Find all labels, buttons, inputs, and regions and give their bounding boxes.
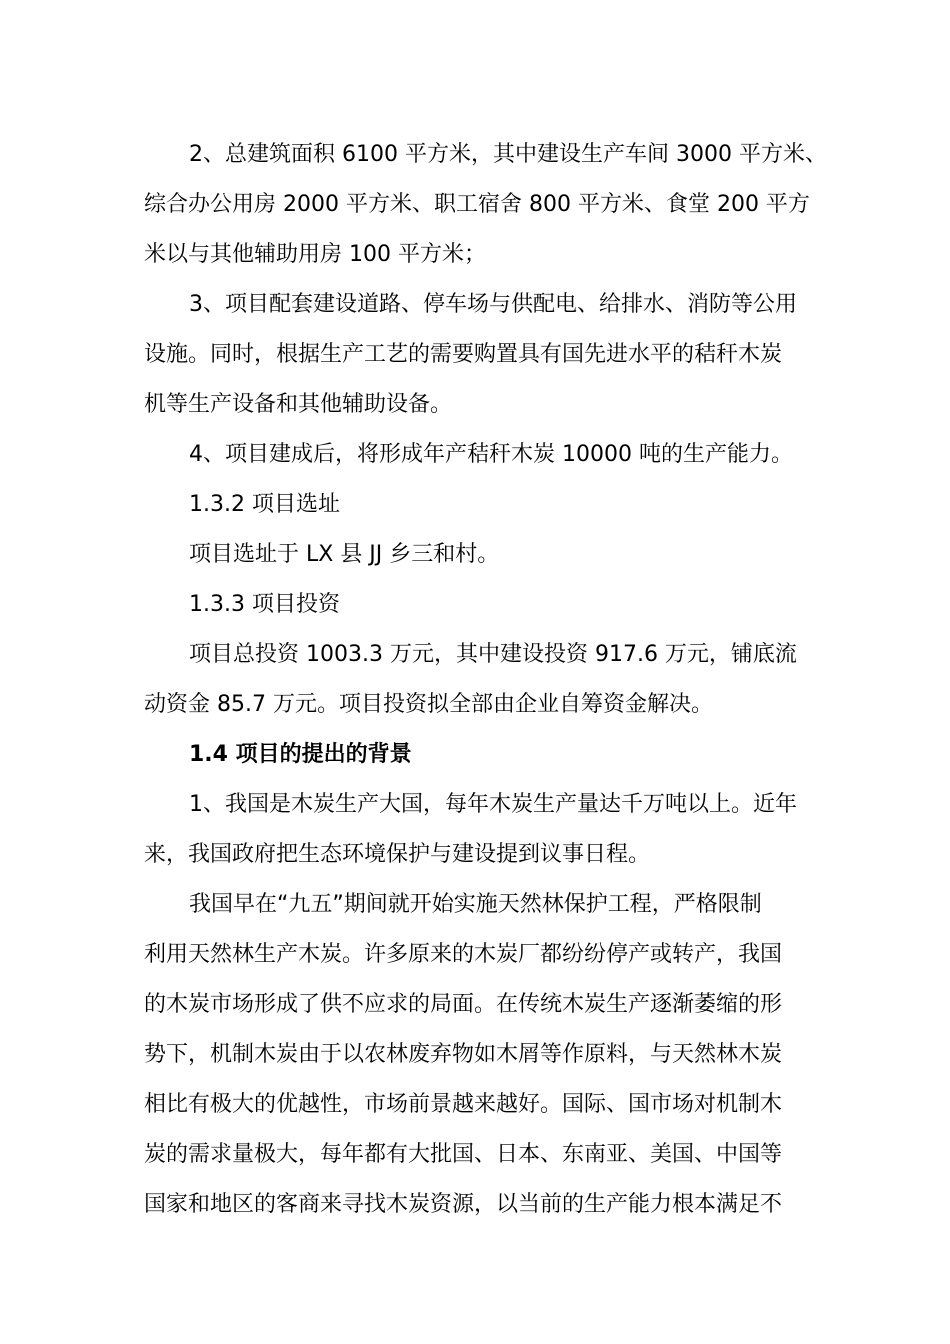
para-forest-protection-line-3: 的木炭市场形成了供不应求的局面。在传统木炭生产逐渐萎缩的形 <box>144 992 783 1017</box>
para-charcoal-country-line-2: 来，我国政府把生态环境保护与建设提到议事日程。 <box>144 842 651 867</box>
heading-investment: 1.3.3 项目投资 <box>189 592 340 617</box>
para-forest-protection-line-2: 利用天然林生产木炭。许多原来的木炭厂都纷纷停产或转产，我国 <box>144 942 783 967</box>
para-forest-protection-line-1: 我国早在“九五”期间就开始实施天然林保护工程，严格限制 <box>189 892 762 917</box>
para-investment-line-2: 动资金 85.7 万元。项目投资拟全部由企业自筹资金解决。 <box>144 692 713 717</box>
para-site-location: 项目选址于 LX 县 JJ 乡三和村。 <box>189 542 500 567</box>
para-facilities-line-1: 3、项目配套建设道路、停车场与供配电、给排水、消防等公用 <box>189 292 797 317</box>
para-building-area-line-2: 综合办公用房 2000 平方米、职工宿舍 800 平方米、食堂 200 平方 <box>144 192 810 217</box>
para-forest-protection-line-7: 国家和地区的客商来寻找木炭资源，以当前的生产能力根本满足不 <box>144 1192 783 1217</box>
para-facilities-line-2: 设施。同时，根据生产工艺的需要购置具有国先进水平的秸秆木炭 <box>144 342 783 367</box>
para-investment-line-1: 项目总投资 1003.3 万元，其中建设投资 917.6 万元，铺底流 <box>189 642 797 667</box>
para-charcoal-country-line-1: 1、我国是木炭生产大国，每年木炭生产量达千万吨以上。近年 <box>189 792 797 817</box>
para-forest-protection-line-5: 相比有极大的优越性，市场前景越来越好。国际、国市场对机制木 <box>144 1092 783 1117</box>
para-forest-protection-line-4: 势下，机制木炭由于以农林废弃物如木屑等作原料，与天然林木炭 <box>144 1042 783 1067</box>
para-forest-protection-line-6: 炭的需求量极大，每年都有大批国、日本、东南亚、美国、中国等 <box>144 1142 783 1167</box>
heading-site-selection: 1.3.2 项目选址 <box>189 492 340 517</box>
para-building-area-line-1: 2、总建筑面积 6100 平方米，其中建设生产车间 3000 平方米、 <box>189 142 827 167</box>
para-facilities-line-3: 机等生产设备和其他辅助设备。 <box>144 392 453 417</box>
section-heading-background: 1.4 项目的提出的背景 <box>189 742 412 767</box>
para-building-area-line-3: 米以与其他辅助用房 100 平方米； <box>144 242 486 267</box>
para-capacity: 4、项目建成后，将形成年产秸秆木炭 10000 吨的生产能力。 <box>189 442 793 467</box>
